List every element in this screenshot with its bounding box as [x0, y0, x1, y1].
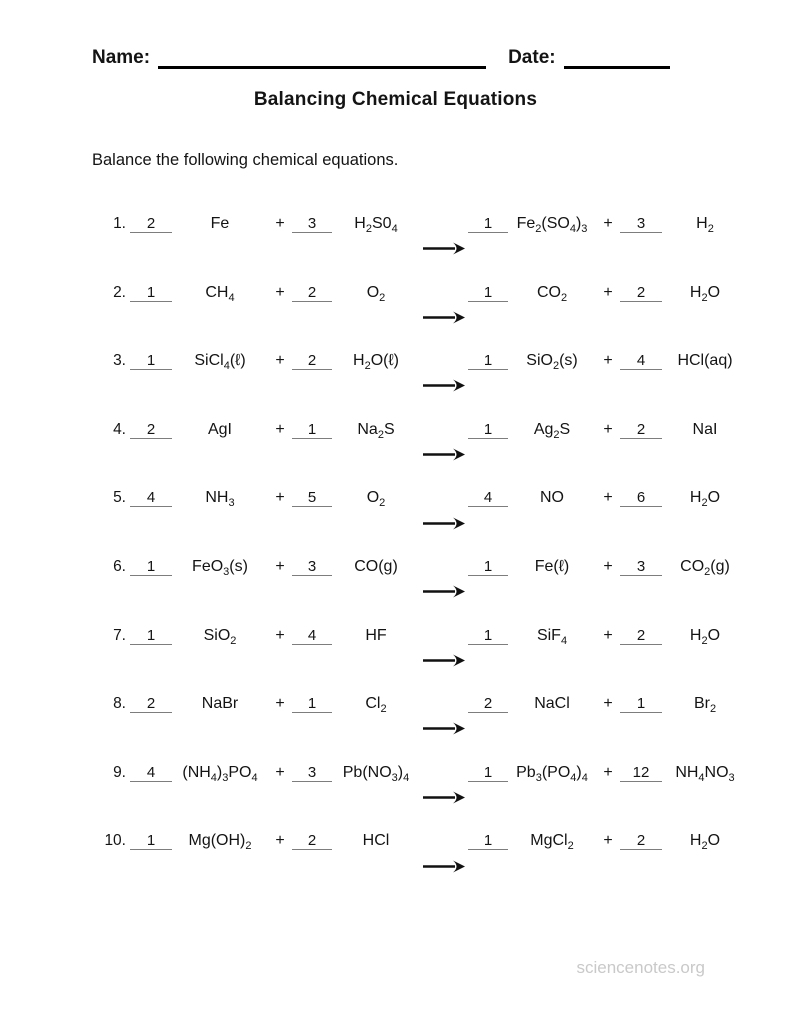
- coefficient-blank[interactable]: [130, 489, 172, 507]
- equation-number: 1.: [113, 215, 126, 232]
- chemical-formula: $Br_2$: [693, 695, 717, 716]
- reaction-arrow-icon: [420, 378, 468, 398]
- coefficient-value: 1: [307, 695, 317, 713]
- coefficient-value: 1: [146, 557, 156, 575]
- coefficient-blank[interactable]: [620, 284, 662, 302]
- chemical-formula: $H_2O$: [689, 489, 721, 510]
- coefficient-value: 1: [483, 763, 493, 781]
- chemical-formula: $Pb(NO_3)_4$: [342, 763, 410, 784]
- coefficient-value: 2: [307, 352, 317, 370]
- plus-sign: +: [603, 283, 613, 301]
- name-date-row: [92, 44, 687, 69]
- coefficient-blank[interactable]: [468, 558, 508, 576]
- equation-list: [96, 215, 756, 901]
- chemical-formula: $H_2S0_4$: [354, 215, 398, 236]
- coefficient-blank[interactable]: [292, 832, 332, 850]
- coefficient-blank[interactable]: [130, 352, 172, 370]
- plus-sign: +: [603, 695, 613, 713]
- chemical-formula: $Ag_2S$: [533, 420, 571, 441]
- coefficient-value: 1: [483, 420, 493, 438]
- equation-row: [96, 695, 756, 764]
- coefficient-value: 2: [307, 283, 317, 301]
- coefficient-value: 3: [307, 215, 317, 232]
- coefficient-blank[interactable]: [468, 627, 508, 645]
- coefficient-value: 1: [483, 626, 493, 644]
- reaction-arrow-icon: [420, 447, 468, 467]
- coefficient-value: 2: [636, 283, 646, 301]
- coefficient-value: 3: [307, 557, 317, 575]
- page-title: Balancing Chemical Equations: [253, 89, 538, 110]
- coefficient-value: 1: [483, 352, 493, 370]
- coefficient-value: 4: [146, 763, 156, 781]
- coefficient-value: 2: [146, 215, 156, 232]
- name-label: Name:: [92, 47, 151, 68]
- coefficient-blank[interactable]: [620, 558, 662, 576]
- chemical-formula: CO(g): [354, 557, 398, 575]
- coefficient-blank[interactable]: [292, 489, 332, 507]
- coefficient-value: 2: [146, 420, 156, 438]
- equation-number: 3.: [113, 352, 126, 370]
- plus-sign: +: [275, 557, 285, 575]
- plus-sign: +: [603, 832, 613, 850]
- coefficient-value: 12: [632, 763, 650, 781]
- plus-sign: +: [603, 557, 613, 575]
- coefficient-value: 1: [146, 832, 156, 850]
- coefficient-value: 2: [483, 695, 493, 713]
- equation-row: [96, 352, 756, 421]
- coefficient-value: 1: [146, 352, 156, 370]
- equation-row: [96, 558, 756, 627]
- equation-number: 9.: [113, 763, 126, 781]
- plus-sign: +: [275, 695, 285, 713]
- chemical-formula: HCl: [362, 832, 390, 850]
- chemical-formula: $NH_3$: [205, 489, 235, 510]
- coefficient-value: 4: [307, 626, 317, 644]
- coefficient-blank[interactable]: [620, 832, 662, 850]
- coefficient-value: 1: [307, 420, 317, 438]
- coefficient-blank[interactable]: [292, 352, 332, 370]
- chemical-formula: $(NH_4)_3PO_4$: [182, 763, 258, 784]
- instruction-text: Balance the following chemical equations.: [92, 151, 399, 169]
- coefficient-value: 2: [636, 832, 646, 850]
- coefficient-value: 1: [146, 283, 156, 301]
- equation-row: [96, 489, 756, 558]
- plus-sign: +: [603, 420, 613, 438]
- coefficient-value: 1: [483, 832, 493, 850]
- coefficient-blank[interactable]: [620, 215, 662, 233]
- chemical-formula: AgI: [207, 420, 232, 438]
- chemical-formula: NaI: [692, 420, 718, 438]
- coefficient-blank[interactable]: [468, 284, 508, 302]
- footer-credit: sciencenotes.org: [576, 958, 705, 977]
- coefficient-value: 2: [307, 832, 317, 850]
- coefficient-value: 4: [146, 489, 156, 507]
- coefficient-blank[interactable]: [292, 421, 332, 439]
- reaction-arrow-icon: [420, 721, 468, 741]
- coefficient-value: 1: [146, 626, 156, 644]
- plus-sign: +: [275, 626, 285, 644]
- coefficient-blank[interactable]: [468, 695, 508, 713]
- chemical-formula: Fe(ℓ): [534, 557, 570, 575]
- plus-sign: +: [603, 215, 613, 232]
- coefficient-blank[interactable]: [468, 832, 508, 850]
- chemical-formula: $CH_4$: [205, 283, 235, 304]
- coefficient-blank[interactable]: [130, 764, 172, 782]
- chemical-formula: $Pb_3(PO_4)_4$: [516, 763, 588, 784]
- coefficient-value: 1: [483, 283, 493, 301]
- coefficient-value: 2: [146, 695, 156, 713]
- coefficient-blank[interactable]: [130, 558, 172, 576]
- name-input-line[interactable]: [158, 44, 486, 69]
- chemical-formula: $O_2$: [366, 283, 386, 304]
- chemical-formula: NaBr: [201, 695, 239, 713]
- chemical-formula: SiF$_4$: [536, 626, 568, 647]
- coefficient-blank[interactable]: [292, 627, 332, 645]
- equation-number: 10.: [104, 832, 126, 850]
- coefficient-blank[interactable]: [292, 558, 332, 576]
- plus-sign: +: [603, 626, 613, 644]
- equation-number: 4.: [113, 420, 126, 438]
- equation-number: 5.: [113, 489, 126, 507]
- coefficient-blank[interactable]: [468, 764, 508, 782]
- coefficient-blank[interactable]: [620, 489, 662, 507]
- equation-number: 6.: [113, 557, 126, 575]
- plus-sign: +: [275, 832, 285, 850]
- chemical-formula: $H_2O(\ell)$: [353, 352, 399, 373]
- equation-row: [96, 284, 756, 353]
- reaction-arrow-icon: [420, 516, 468, 536]
- coefficient-value: 2: [636, 626, 646, 644]
- coefficient-blank[interactable]: [468, 352, 508, 370]
- date-label: Date:: [508, 47, 556, 68]
- chemical-formula: $Fe_2(SO_4)_3$: [516, 215, 588, 236]
- coefficient-value: 4: [483, 489, 493, 507]
- chemical-formula: $O_2$: [366, 489, 386, 510]
- chemical-formula: HCl(aq): [677, 352, 733, 370]
- coefficient-blank[interactable]: [620, 421, 662, 439]
- plus-sign: +: [603, 352, 613, 370]
- chemical-formula: $NH_4NO_3$: [675, 763, 735, 784]
- chemical-formula: FeO$_3$(s): [192, 557, 248, 579]
- coefficient-blank[interactable]: [130, 284, 172, 302]
- reaction-arrow-icon: [420, 241, 468, 261]
- coefficient-blank[interactable]: [292, 695, 332, 713]
- coefficient-value: 2: [636, 420, 646, 438]
- coefficient-value: 6: [636, 489, 646, 507]
- reaction-arrow-icon: [420, 653, 468, 673]
- chemical-formula: SiO$_2$(s): [526, 352, 578, 373]
- equation-row: [96, 764, 756, 833]
- coefficient-blank[interactable]: [620, 352, 662, 370]
- reaction-arrow-icon: [420, 584, 468, 604]
- chemical-formula: $Mg(OH)_2$: [188, 832, 252, 853]
- coefficient-value: 1: [483, 215, 493, 232]
- coefficient-value: 3: [307, 763, 317, 781]
- chemical-formula: NO: [540, 489, 564, 507]
- plus-sign: +: [275, 489, 285, 507]
- equation-number: 8.: [113, 695, 126, 713]
- chemical-formula: NaCl: [534, 695, 570, 713]
- coefficient-value: 3: [636, 557, 646, 575]
- coefficient-blank[interactable]: [130, 627, 172, 645]
- chemical-formula: $CO_2$: [536, 283, 568, 304]
- equation-number: 7.: [113, 626, 126, 644]
- plus-sign: +: [275, 215, 285, 232]
- coefficient-value: 4: [636, 352, 646, 370]
- coefficient-blank[interactable]: [468, 215, 508, 233]
- plus-sign: +: [275, 283, 285, 301]
- plus-sign: +: [275, 352, 285, 370]
- coefficient-value: 1: [636, 695, 646, 713]
- chemical-formula: MgCl$_2$: [530, 832, 574, 853]
- coefficient-value: 1: [483, 557, 493, 575]
- coefficient-blank[interactable]: [130, 421, 172, 439]
- chemical-formula: SiO$_2$: [203, 626, 237, 647]
- coefficient-blank[interactable]: [292, 215, 332, 233]
- chemical-formula: $Na_2S$: [357, 420, 395, 441]
- coefficient-blank[interactable]: [620, 764, 662, 782]
- coefficient-blank[interactable]: [620, 695, 662, 713]
- coefficient-blank[interactable]: [468, 421, 508, 439]
- equation-row: [96, 832, 756, 901]
- plus-sign: +: [275, 763, 285, 781]
- chemical-formula: HF: [365, 626, 387, 644]
- reaction-arrow-icon: [420, 859, 468, 879]
- coefficient-blank[interactable]: [130, 215, 172, 233]
- coefficient-blank[interactable]: [130, 695, 172, 713]
- coefficient-value: 5: [307, 489, 317, 507]
- coefficient-blank[interactable]: [292, 284, 332, 302]
- equation-row: [96, 421, 756, 490]
- coefficient-value: 3: [636, 215, 646, 232]
- date-input-line[interactable]: [564, 44, 670, 69]
- coefficient-blank[interactable]: [292, 764, 332, 782]
- coefficient-blank[interactable]: [620, 627, 662, 645]
- chemical-formula: $H_2$: [696, 215, 714, 236]
- chemical-formula: $H_2O$: [689, 832, 721, 853]
- equation-row: [96, 627, 756, 696]
- chemical-formula: $CO_2(g)$: [680, 557, 730, 579]
- coefficient-blank[interactable]: [468, 489, 508, 507]
- chemical-formula: Fe: [210, 215, 230, 232]
- equation-number: 2.: [113, 283, 126, 301]
- chemical-formula: $Cl_2$: [365, 695, 387, 716]
- chemical-formula: $H_2O$: [689, 283, 721, 304]
- coefficient-blank[interactable]: [130, 832, 172, 850]
- reaction-arrow-icon: [420, 790, 468, 810]
- plus-sign: +: [275, 420, 285, 438]
- reaction-arrow-icon: [420, 310, 468, 330]
- chemical-formula: $H_2O$: [689, 626, 721, 647]
- plus-sign: +: [603, 763, 613, 781]
- chemical-formula: SiCl$_4$(ℓ): [194, 352, 246, 373]
- equation-row: [96, 215, 756, 284]
- plus-sign: +: [603, 489, 613, 507]
